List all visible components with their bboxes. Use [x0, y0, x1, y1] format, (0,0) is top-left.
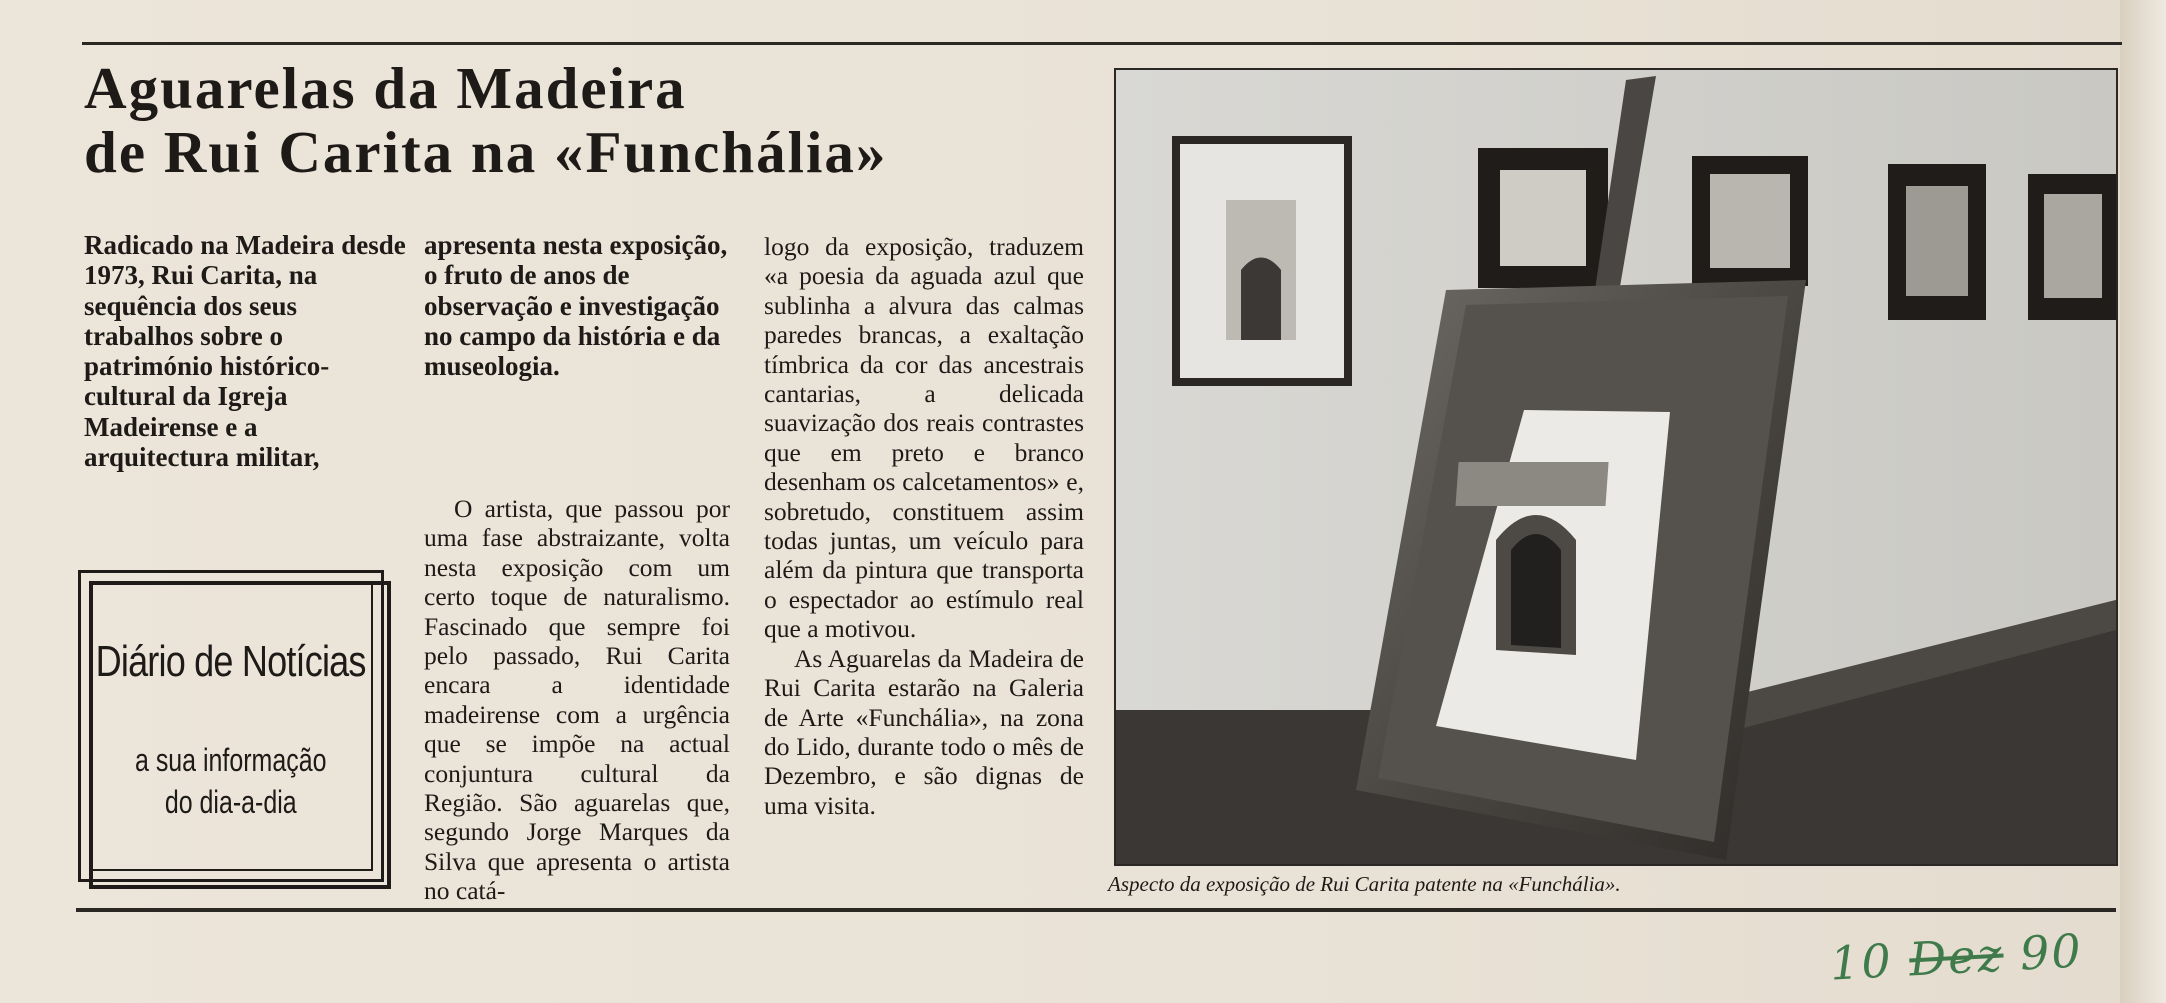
- body-column-3-paragraph-1: logo da exposição, traduzem «a poesia da aguada azul que sublinha a alvura das calmas paredes brancas, a exaltação tímbrica da cor das ancestrais cantarias, a delicada suavização dos reais contrastes que em preto e branco desenham os calcetamentos» e, sobretudo, constituem assim todas juntas, um veículo para além da pintura que transporta o espectador ao estímulo real que a motivou.: [764, 232, 1084, 644]
- wall-picture-2: [1478, 148, 1608, 288]
- diario-de-noticias-advert: [78, 570, 384, 882]
- handwritten-day: 10: [1828, 933, 1895, 991]
- handwritten-month: Dez: [1907, 927, 2005, 987]
- lead-column-1: Radicado na Madeira desde 1973, Rui Carita, na sequência dos seus trabalhos sobre o património histórico-cultural da Igreja Madeirense e a arquitectura militar,: [84, 230, 406, 473]
- exhibition-photo-drawing: [1116, 70, 2116, 864]
- handwritten-year: 90: [2018, 923, 2084, 981]
- wall-picture-1: [1172, 136, 1352, 386]
- photo-caption: Aspecto da exposição de Rui Carita patente na «Funchália».: [1108, 872, 1621, 896]
- wall-picture-5: [2028, 174, 2116, 320]
- body-column-3-paragraph-2: As Aguarelas da Madeira de Rui Carita estarão na Galeria de Arte «Funchália», na zona do Lido, durante todo o mês de Dezembro, e são dignas de uma visita.: [764, 643, 1084, 820]
- wall-picture-3: [1692, 156, 1808, 286]
- advert-tagline-line-1: a sua informação: [135, 742, 327, 778]
- article-headline: [84, 56, 1104, 184]
- body-column-2: O artista, que passou por uma fase abstraizante, volta nesta exposição com um certo toque de naturalismo. Fascinado que sempre foi pelo passado, Rui Carita encara a identidade madeirense com a urgência que se impõe na actual conjuntura cultural da Região. São aguarelas que, segundo Jorge Marques da Silva que apresenta o artista no catá-: [424, 494, 730, 906]
- advert-tagline-line-2: do dia-a-dia: [165, 784, 297, 820]
- exhibition-photo: [1114, 68, 2118, 866]
- advert-inner-frame: [89, 581, 373, 871]
- body-column-3: [764, 232, 1084, 820]
- wall-picture-4: [1888, 164, 1986, 320]
- advert-title: Diário de Notícias: [96, 637, 367, 686]
- headline-line-2: de Rui Carita na «Funchália»: [84, 119, 888, 185]
- paper-edge: [2120, 0, 2166, 1003]
- advert-tagline: [135, 739, 326, 823]
- headline-line-1: Aguarelas da Madeira: [84, 55, 687, 121]
- lead-column-2: apresenta nesta exposição, o fruto de anos de observação e investigação no campo da história e da museologia.: [424, 230, 728, 382]
- bottom-rule: [76, 908, 2116, 912]
- top-rule: [82, 42, 2122, 45]
